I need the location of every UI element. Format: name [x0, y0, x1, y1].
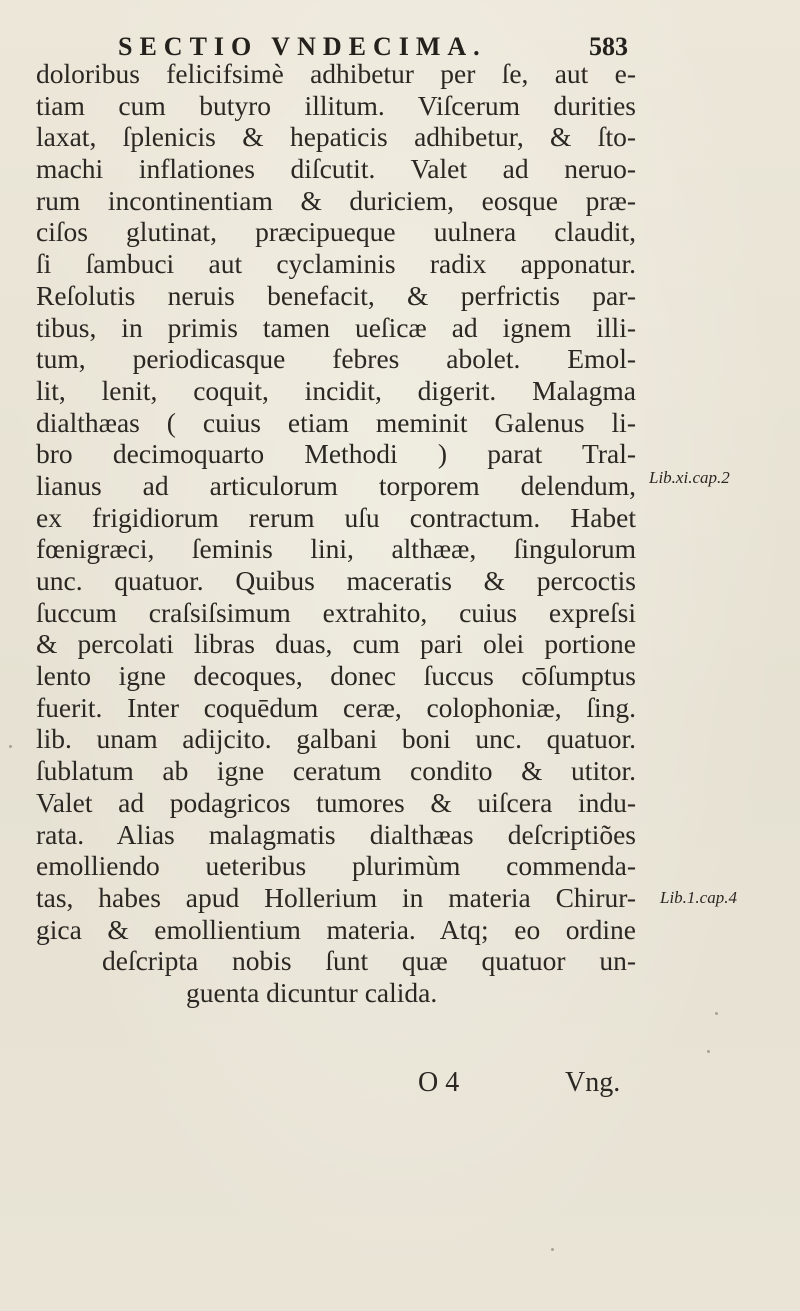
catchword: Vng.	[565, 1067, 621, 1098]
text-line: lib. unam adijcito. galbani boni unc. quatuor.	[36, 723, 636, 755]
paper-speck	[715, 1012, 718, 1015]
paper-speck	[551, 1248, 554, 1251]
text-line: ſi ſambuci aut cyclaminis radix apponatur.	[36, 248, 636, 280]
paper-speck	[9, 745, 12, 748]
text-line: ſublatum ab igne ceratum condito & utitor.	[36, 755, 636, 787]
paper-speck	[707, 1050, 710, 1053]
margin-note-reference: Lib.1.cap.4	[660, 888, 737, 907]
text-line: gica & emollientium materia. Atq; eo ordine	[36, 913, 636, 945]
text-line: tum, periodicasque febres abolet. Emol-	[36, 343, 636, 375]
text-line: tibus, in primis tamen ueſicæ ad ignem illi-	[36, 311, 636, 343]
text-line: bro decimoquarto Methodi ) parat Tral-	[36, 438, 636, 470]
page-number: 583	[589, 32, 628, 61]
text-line: lit, lenit, coquit, incidit, digerit. Malagma	[36, 374, 636, 406]
text-line: tas, habes apud Hollerium in materia Chirur-	[36, 881, 636, 913]
text-line: Reſolutis neruis benefacit, & perfrictis par-	[36, 279, 636, 311]
text-line: doloribus felicifsimè adhibetur per ſe, aut e-	[36, 58, 636, 89]
text-line: tiam cum butyro illitum. Viſcerum durities	[36, 89, 636, 121]
text-line: ſuccum craſsiſsimum extrahito, cuius expreſsi	[36, 596, 636, 628]
text-line: deſcripta nobis ſunt quæ quatuor un-	[102, 945, 636, 977]
text-line: machi inflationes diſcutit. Valet ad neruo-	[36, 153, 636, 185]
margin-note-reference: Lib.xi.cap.2	[649, 468, 730, 487]
body-text	[36, 58, 636, 1009]
text-line-last: guenta dicuntur calida.	[186, 976, 438, 1008]
text-line: emolliendo ueteribus plurimùm commenda-	[36, 850, 636, 882]
text-line: fuerit. Inter coquēdum ceræ, colophoniæ, ſing.	[36, 691, 636, 723]
text-line: lianus ad articulorum torporem delendum,	[36, 469, 636, 501]
text-line: dialthæas ( cuius etiam meminit Galenus li-	[36, 406, 636, 438]
running-title: SECTIO VNDECIMA.	[118, 32, 487, 61]
text-line: Valet ad podagricos tumores & uiſcera indu-	[36, 786, 636, 818]
text-line: & percolati libras duas, cum pari olei portione	[36, 628, 636, 660]
text-line: rata. Alias malagmatis dialthæas deſcriptiões	[36, 818, 636, 850]
text-line: lento igne decoques, donec ſuccus cōſumptus	[36, 660, 636, 692]
text-line: laxat, ſplenicis & hepaticis adhibetur, & ſto-	[36, 121, 636, 153]
text-line: ex frigidiorum rerum uſu contractum. Habet	[36, 501, 636, 533]
text-line: ciſos glutinat, præcipueque uulnera claudit,	[36, 216, 636, 248]
text-line: fœnigræci, ſeminis lini, althææ, ſingulorum	[36, 533, 636, 565]
signature-mark: O 4	[418, 1067, 460, 1098]
page-footer	[418, 1067, 668, 1103]
text-line: rum incontinentiam & duriciem, eosque præ-	[36, 184, 636, 216]
text-line: unc. quatuor. Quibus maceratis & percoctis	[36, 565, 636, 596]
